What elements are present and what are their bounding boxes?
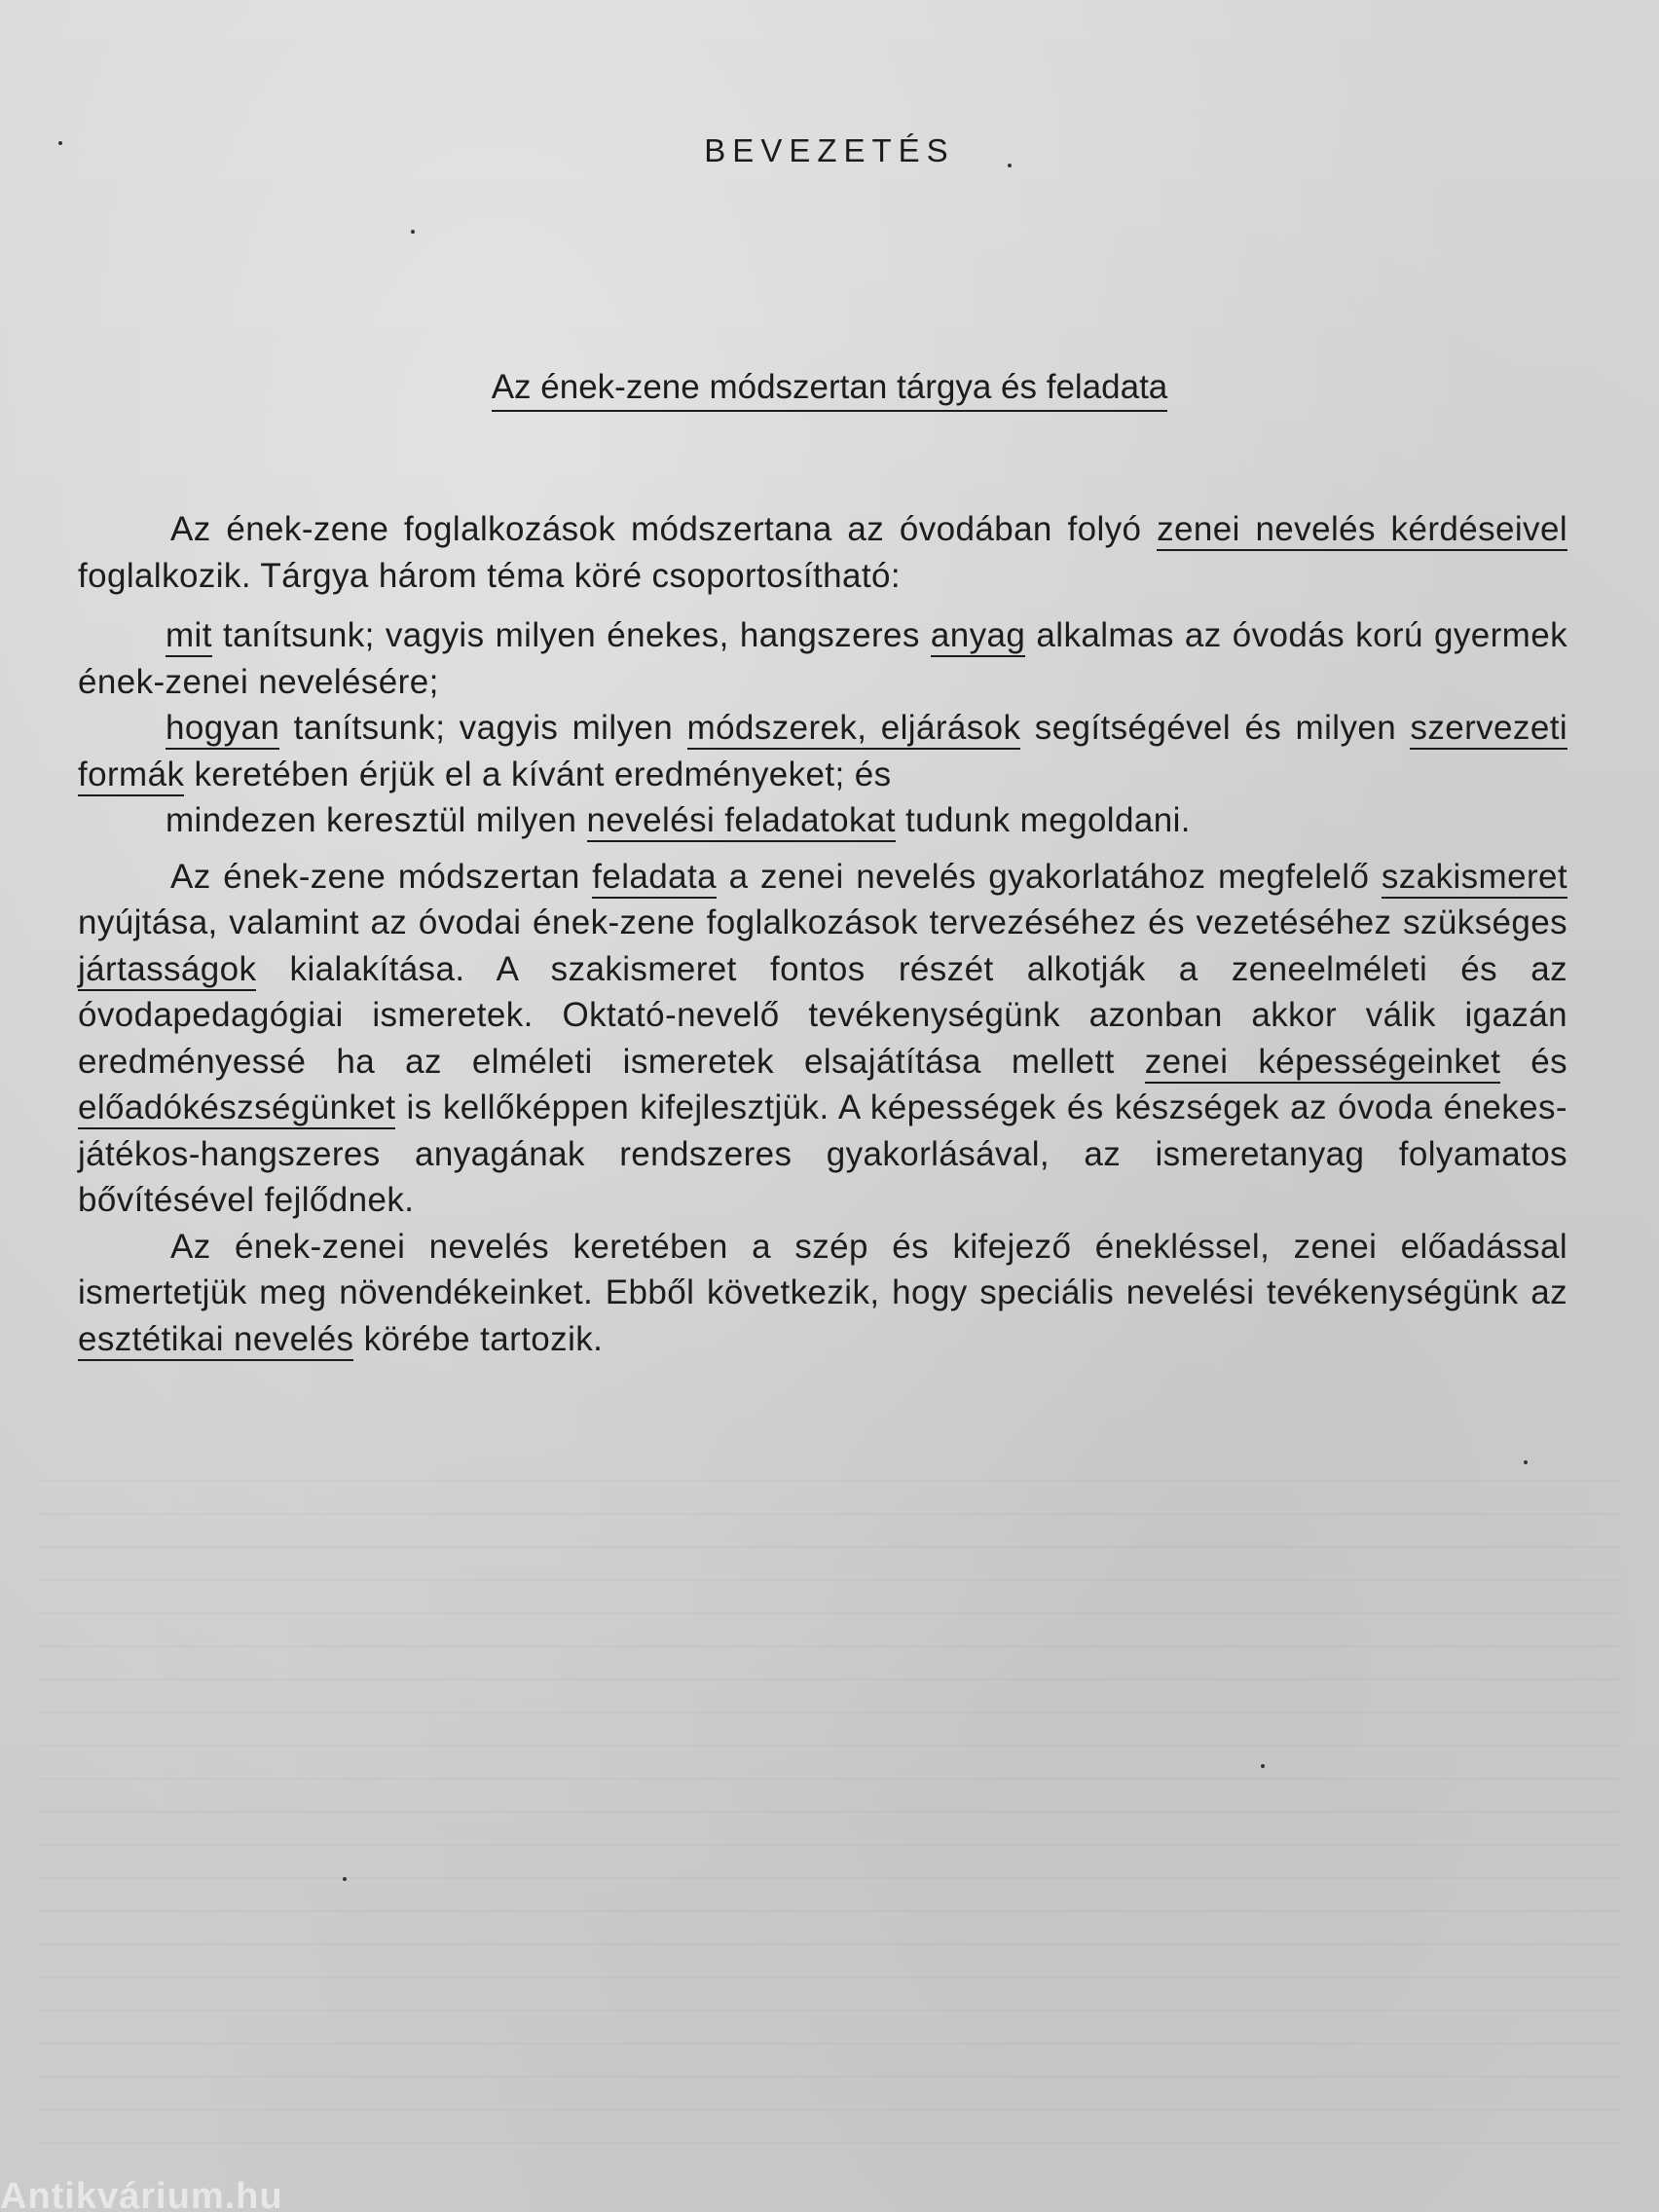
underlined-term: hogyan [166,709,279,750]
underlined-term: szakismeret [1382,858,1567,899]
text-run: Az ének-zene foglalkozások módszertana az óvodában folyó [170,510,1158,548]
source-watermark: Antikvárium.hu [0,2176,283,2212]
text-run: tanítsunk; vagyis milyen [279,709,687,747]
underlined-term: szervezeti formák [78,709,1567,796]
underlined-term: esztétikai nevelés [78,1320,353,1361]
text-run: kialakítása. A szakismeret fontos részét alkotják a zeneelméleti és az óvodapedagógiai ismeretek. Oktató-nevelő tevékenységünk azonban akkor válik igazán eredményessé ha az elméleti ismeretek elsajátítása mellett [78,949,1567,1081]
underlined-term: előadókészségünket [78,1088,395,1129]
section-subtitle [0,368,1659,407]
text-run: Az ének-zene módszertan [170,857,593,896]
text-run: is kellőképpen kifejlesztjük. A képességek és készségek az óvoda énekes-játékos-hangszeres anyagának rendszeres gyakorlásával, az ismeretanyag folyamatos bővítésével fejlődnek. [78,1088,1567,1219]
text-run: Az ének-zenei nevelés keretében a szép és kifejező énekléssel, zenei előadással ismertetjük meg növendékeinket. Ebből következik, hogy speciális nevelési tevékenységünk az [78,1227,1567,1311]
text-run: keretében érjük el a kívánt eredményeket; és [184,755,892,793]
topic-item-mindezen [78,797,1567,844]
underlined-term: módszerek, eljárások [687,709,1021,750]
text-run: segítségével és milyen [1020,709,1411,747]
underlined-term: mit [166,616,212,657]
underlined-term: zenei nevelés kérdéseivel [1157,510,1567,551]
underlined-term: jártasságok [78,950,256,991]
paragraph-3 [78,1224,1567,1363]
dust-speck [343,1877,347,1881]
dust-speck [1261,1764,1265,1768]
text-run: a zenei nevelés gyakorlatához megfelelő [717,857,1382,896]
underlined-term: anyag [931,616,1025,657]
paragraph-1 [78,506,1567,599]
body-text [78,506,1567,1362]
underlined-term: feladata [592,858,717,899]
underlined-term: zenei képességeinket [1145,1043,1501,1084]
topic-item-hogyan [78,705,1567,797]
dust-speck [1524,1460,1528,1464]
bleed-through-texture [39,1480,1620,2161]
topic-item-mit [78,612,1567,705]
text-run: mindezen keresztül milyen [166,801,587,839]
text-run: és [1500,1042,1567,1081]
text-run: foglalkozik. Tárgya három téma köré csoportosítható: [78,556,901,595]
section-subtitle-text: Az ének-zene módszertan tárgya és feladata [492,368,1168,412]
text-run: alkalmas az óvodás korú gyermek ének-zenei nevelésére; [78,616,1567,701]
paragraph-2 [78,854,1567,1224]
text-run: nyújtása, valamint az óvodai ének-zene foglalkozások tervezéséhez és vezetéséhez szükséges [78,903,1567,941]
text-run: tanítsunk; vagyis milyen énekes, hangszeres [211,616,931,654]
page-heading: BEVEZETÉS [704,132,955,168]
text-run: tudunk megoldani. [895,801,1191,839]
underlined-term: nevelési feladatokat [587,801,896,842]
text-run: körébe tartozik. [353,1319,604,1358]
dust-speck [411,230,415,234]
